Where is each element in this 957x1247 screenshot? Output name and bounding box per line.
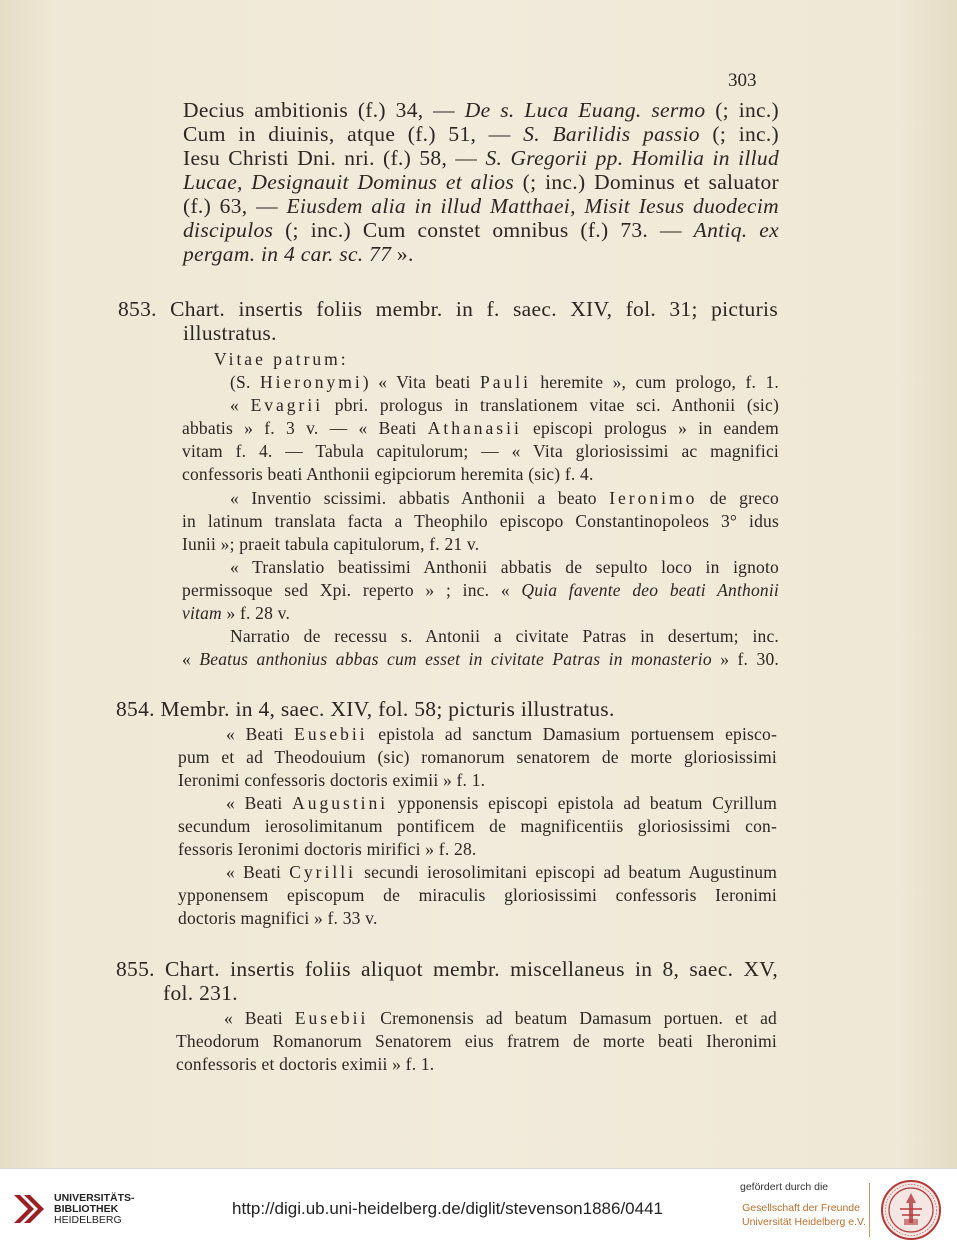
entry-854-line: doctoris magnifici » f. 33 v. xyxy=(178,908,378,928)
divider xyxy=(869,1183,870,1237)
library-name xyxy=(54,1193,135,1226)
intro-line: Iesu Christi Dni. nri. (f.) 58, — S. Gregorii pp. Homilia in illud xyxy=(183,146,779,170)
intro-line: Lucae, Designauit Dominus et alios (; inc.) Dominus et saluator xyxy=(183,170,779,194)
entry-855-line: confessoris et doctoris eximii » f. 1. xyxy=(176,1054,435,1074)
sponsor-name-line: Gesellschaft der Freunde xyxy=(742,1202,860,1214)
entry-853-line: Iunii »; praeit tabula capitulorum, f. 21 v. xyxy=(182,534,480,554)
entry-853-line: vitam » f. 28 v. xyxy=(182,603,291,623)
university-library-logo-icon xyxy=(12,1189,46,1229)
intro-line: (f.) 63, — Eiusdem alia in illud Matthaei, Misit Iesus duodecim xyxy=(183,194,780,218)
entry-853-line: « Translatio beatissimi Anthonii abbatis de sepulto loco in ignoto xyxy=(230,557,779,577)
intro-line: Decius ambitionis (f.) 34, — De s. Luca Euang. sermo (; inc.) xyxy=(183,98,779,122)
entry-855-line: Theodorum Romanorum Senatorem eius fratrem de morte beati Iheronimi xyxy=(176,1031,777,1051)
entry-853-line: « Beatus anthonius abbas cum esset in civitate Patras in monasterio » f. 30. xyxy=(182,649,779,669)
entry-853-line: abbatis » f. 3 v. — « Beati Athanasii episcopi prologus » in eandem xyxy=(182,418,779,438)
entry-853-line: « Evagrii pbri. prologus in translationem vitae sci. Anthonii (sic) xyxy=(230,395,779,415)
university-seal-icon xyxy=(880,1179,942,1241)
entry-855-line: « Beati Eusebii Cremonensis ad beatum Damasum portuen. et ad xyxy=(224,1008,778,1028)
entry-854-line: « Beati Eusebii epistola ad sanctum Damasium portuensem episco- xyxy=(226,724,778,744)
permalink-url[interactable]: http://digi.ub.uni-heidelberg.de/diglit/stevenson1886/0441 xyxy=(232,1199,663,1218)
entry-854-line: « Beati Augustini ypponensis episcopi epistola ad beatum Cyrillum xyxy=(226,793,778,813)
entry-853-line: Vitae patrum: xyxy=(214,349,349,369)
library-name-line: BIBLIOTHEK xyxy=(54,1203,119,1215)
entry-853-heading: 853. Chart. insertis foliis membr. in f. saec. XIV, fol. 31; picturis xyxy=(118,297,778,321)
entry-853-line: in latinum translata facta a Theophilo episcopo Constantinopoleos 3° idus xyxy=(182,511,779,531)
entry-854-line: secundum ierosolimitanum pontificem de magnificentiis gloriosissimi con- xyxy=(178,816,777,836)
library-name-line: HEIDELBERG xyxy=(54,1214,122,1226)
entry-853-line: confessoris beati Anthonii egipciorum heremita (sic) f. 4. xyxy=(182,464,594,484)
entry-853-line: Narratio de recessu s. Antonii a civitate Patras in desertum; inc. xyxy=(230,626,779,646)
intro-line: pergam. in 4 car. sc. 77 ». xyxy=(183,242,414,266)
entry-854-line: Ieronimi confessoris doctoris eximii » f. 1. xyxy=(178,770,486,790)
entry-855-heading: fol. 231. xyxy=(163,981,238,1005)
entry-854-line: « Beati Cyrilli secundi ierosolimitani episcopi ad beatum Augustinum xyxy=(226,862,778,882)
digitization-footer xyxy=(0,1168,957,1247)
intro-line: discipulos (; inc.) Cum constet omnibus (f.) 73. — Antiq. ex xyxy=(183,218,779,242)
entry-853-line: (S. Hieronymi) « Vita beati Pauli heremite », cum prologo, f. 1. xyxy=(230,372,780,392)
entry-854-line: fessoris Ieronimi doctoris mirifici » f. 28. xyxy=(178,839,477,859)
entry-853-line: vitam f. 4. — Tabula capitulorum; — « Vita gloriosissimi ac magnifici xyxy=(182,441,779,461)
sponsor-name xyxy=(742,1201,866,1229)
entry-854-line: pum et ad Theodouium (sic) romanorum senatorem de morte gloriosissimi xyxy=(178,747,777,767)
page-number: 303 xyxy=(728,70,757,91)
entry-853-line: permissoque sed Xpi. reperto » ; inc. « Quia favente deo beati Anthonii xyxy=(182,580,779,600)
entry-853-heading: illustratus. xyxy=(183,321,277,345)
sponsor-label: gefördert durch die xyxy=(740,1181,829,1193)
entry-853-line: « Inventio scissimi. abbatis Anthonii a beato Ieronimo de greco xyxy=(230,488,779,508)
sponsor-name-line: Universität Heidelberg e.V. xyxy=(742,1216,866,1228)
entry-854-heading: 854. Membr. in 4, saec. XIV, fol. 58; picturis illustratus. xyxy=(116,697,615,721)
entry-854-line: ypponensem episcopum de miraculis gloriosissimi confessoris Ieronimi xyxy=(178,885,777,905)
intro-line: Cum in diuinis, atque (f.) 51, — S. Barilidis passio (; inc.) xyxy=(183,122,779,146)
entry-855-heading: 855. Chart. insertis foliis aliquot membr. miscellaneus in 8, saec. XV, xyxy=(116,957,778,981)
library-name-line: UNIVERSITÄTS- xyxy=(54,1192,135,1204)
